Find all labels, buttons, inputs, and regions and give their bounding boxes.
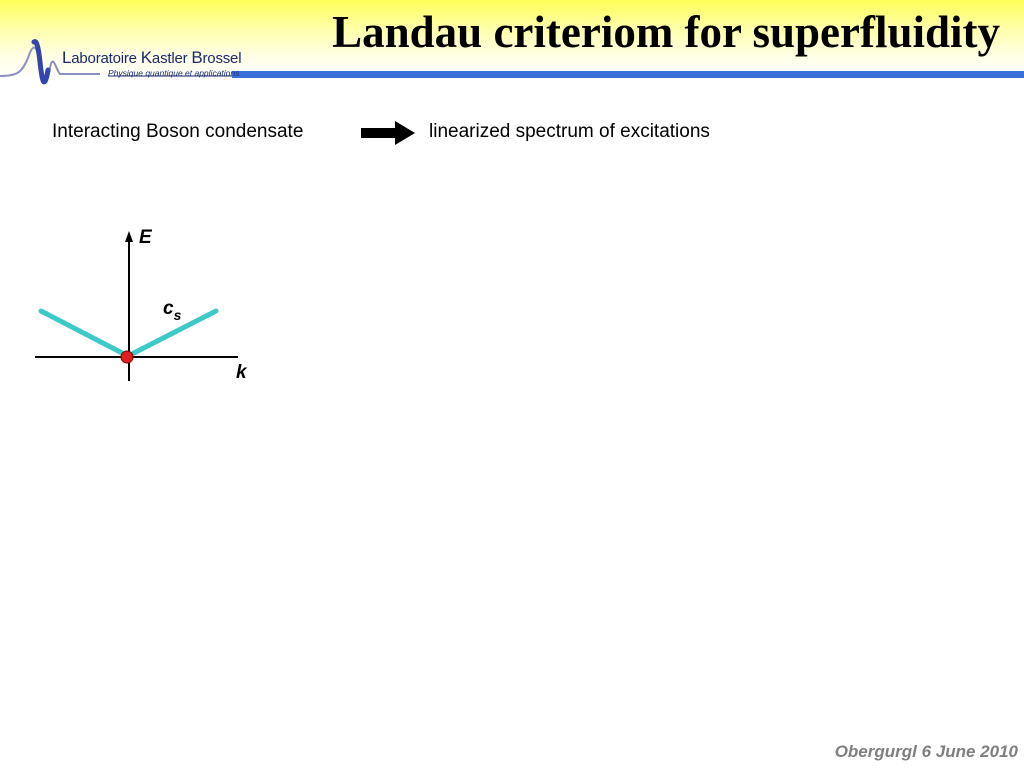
sound-velocity-symbol: c (163, 298, 174, 319)
k-axis-label: k (236, 362, 247, 383)
header-rule (232, 71, 1024, 78)
e-axis-label: E (139, 227, 152, 248)
statement-cause: Interacting Boson condensate (52, 121, 304, 142)
left-branch (41, 311, 126, 355)
sound-velocity-label (163, 298, 182, 323)
logo-lab-name: Laboratoire Kastler Brossel (62, 48, 242, 67)
sound-velocity-subscript: s (173, 307, 182, 323)
footer-date: Obergurgl 6 June 2010 (834, 742, 1018, 761)
logo-subtitle: Physique quantique et applications (108, 68, 240, 78)
page-title: Landau criteriom for superfluidity (332, 7, 1000, 57)
right-arrow-icon (361, 121, 415, 145)
excitation-spectrum-diagram (0, 215, 280, 395)
statement-effect: linearized spectrum of excitations (429, 121, 710, 142)
origin-point (121, 351, 133, 363)
e-axis-arrowhead (125, 231, 133, 242)
